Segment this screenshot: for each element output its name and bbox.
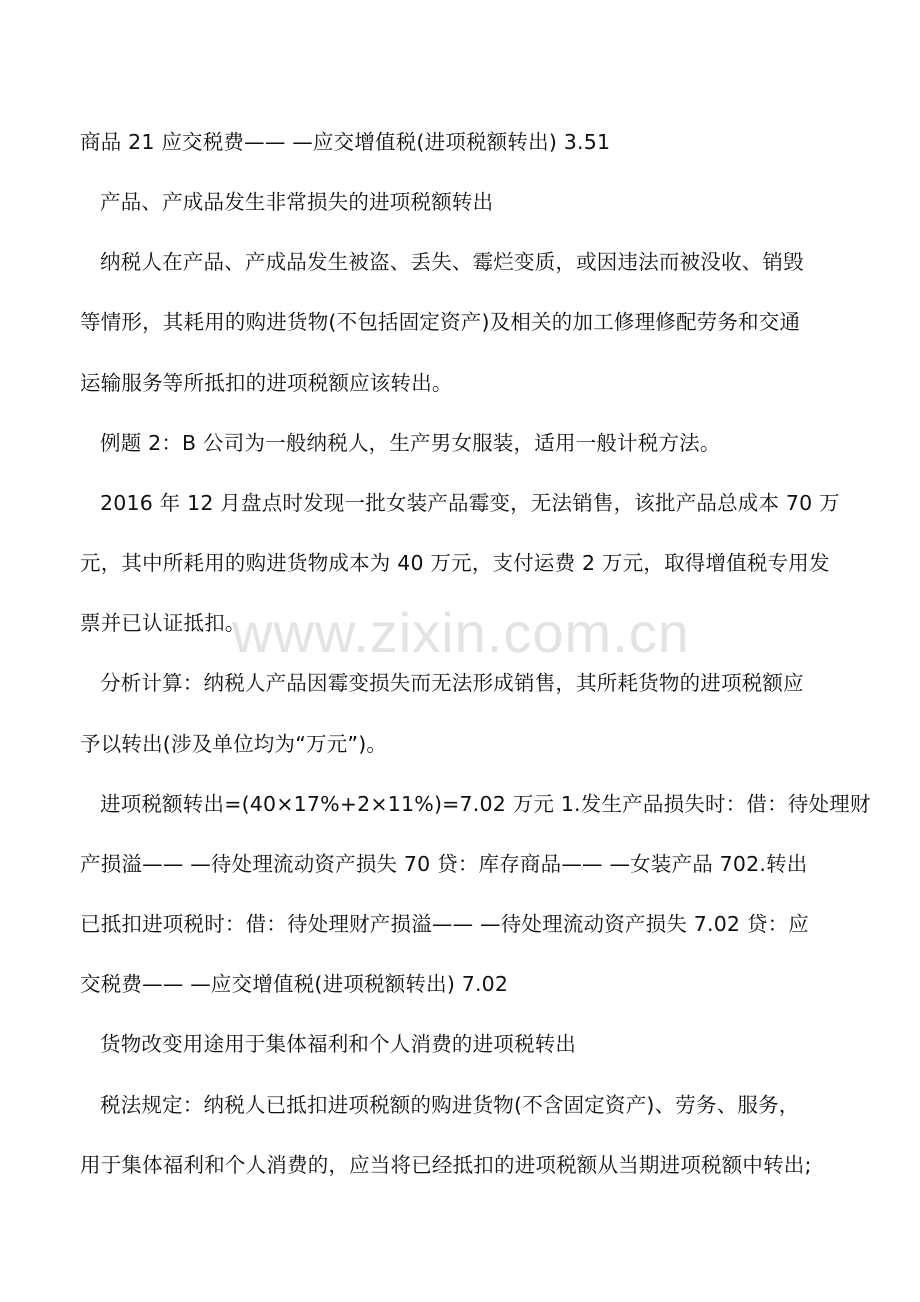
text-line: 元，其中所耗用的购进货物成本为 40 万元，支付运费 2 万元，取得增值税专用发	[80, 551, 830, 575]
text-line: 运输服务等所抵扣的进项税额应该转出。	[80, 371, 453, 395]
text-line: 例题 2：B 公司为一般纳税人，生产男女服装，适用一般计税方法。	[100, 431, 721, 455]
text-line: 已抵扣进项税时：借：待处理财产损溢—— —待处理流动资产损失 7.02 贷：应	[80, 912, 809, 936]
text-line: 用于集体福利和个人消费的，应当将已经抵扣的进项税额从当期进项税额中转出;	[80, 1153, 812, 1177]
text-line: 商品 21 应交税费—— —应交增值税(进项税额转出) 3.51	[80, 130, 611, 154]
text-line: 税法规定：纳税人已抵扣进项税额的购进货物(不含固定资产)、劳务、服务，	[100, 1093, 800, 1117]
text-line: 分析计算：纳税人产品因霉变损失而无法形成销售，其所耗货物的进项税额应	[100, 671, 804, 695]
text-line: 纳税人在产品、产成品发生被盗、丢失、霉烂变质，或因违法而被没收、销毁	[100, 250, 804, 274]
text-line: 予以转出(涉及单位均为“万元”)。	[80, 732, 388, 756]
text-line: 产损溢—— —待处理流动资产损失 70 贷：库存商品—— —女装产品 702.转出	[80, 852, 808, 876]
section-heading: 货物改变用途用于集体福利和个人消费的进项税转出	[100, 1032, 577, 1056]
text-line: 等情形，其耗用的购进货物(不包括固定资产)及相关的加工修理修配劳务和交通	[80, 310, 801, 334]
watermark: www.zixin.com.cn	[232, 601, 690, 664]
text-line: 2016 年 12 月盘点时发现一批女装产品霉变，无法销售，该批产品总成本 70 万	[100, 491, 840, 515]
text-line: 进项税额转出=(40×17%+2×11%)=7.02 万元 1.发生产品损失时：借：待处理财	[100, 792, 871, 816]
text-line: 交税费—— —应交增值税(进项税额转出) 7.02	[80, 972, 509, 996]
section-heading: 产品、产成品发生非常损失的进项税额转出	[100, 190, 494, 214]
text-line: 票并已认证抵扣。	[80, 611, 246, 635]
